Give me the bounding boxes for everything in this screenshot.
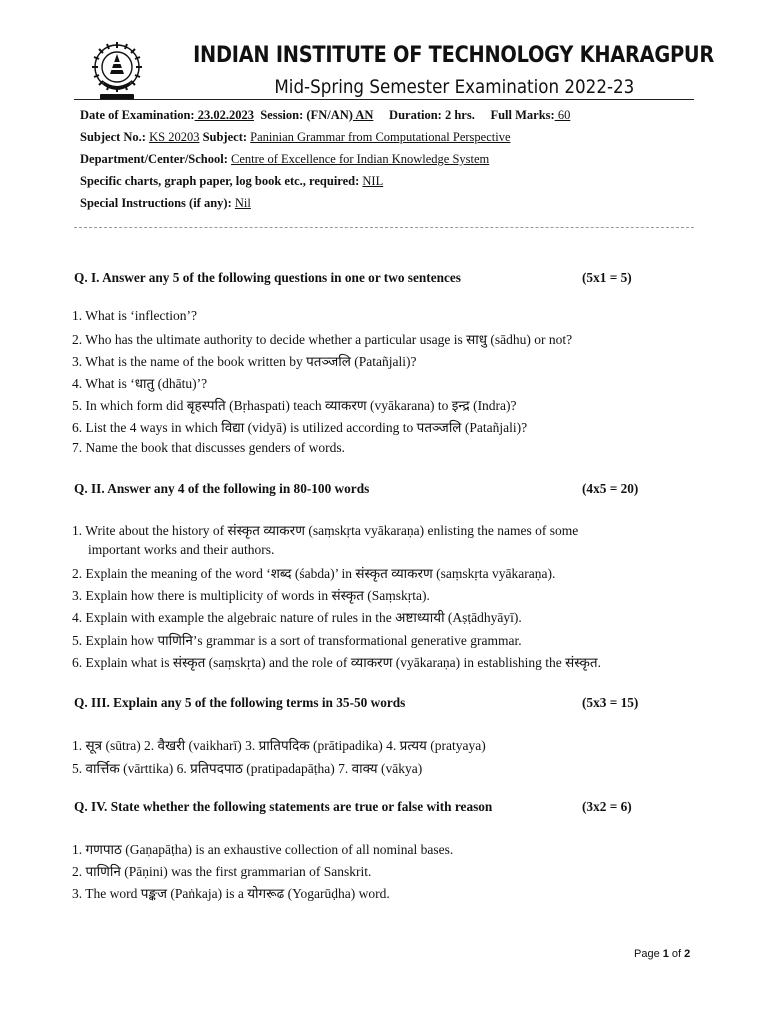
dept-value: Centre of Excellence for Indian Knowledge System — [231, 152, 490, 166]
q2-item-continuation: important works and their authors. — [88, 542, 275, 557]
charts-row — [80, 174, 383, 189]
q2-item: 2. Explain the meaning of the word ‘शब्द (śabda)’ in संस्कृत व्याकरण (saṃskṛta vyākaraṇa). — [72, 566, 556, 581]
exam-details — [74, 99, 694, 216]
page-of: of — [668, 948, 685, 960]
subject-row — [80, 130, 511, 145]
q4-item: 2. पाणिनि (Pāṇini) was the first grammarian of Sanskrit. — [72, 864, 372, 879]
q3-item: 5. वार्त्तिक (vārttika) 6. प्रतिपदपाठ (pratipadapāṭha) 7. वाक्य (vākya) — [72, 761, 423, 776]
q4-heading: Q. IV. State whether the following statements are true or false with reason — [74, 799, 493, 814]
session-label: Session: (FN/AN) — [260, 108, 353, 122]
marks-value: 60 — [554, 108, 571, 122]
separator — [74, 227, 694, 228]
q4-item: 1. गणपाठ (Gaṇapāṭha) is an exhaustive collection of all nominal bases. — [72, 842, 454, 857]
page-number — [634, 948, 690, 960]
q3-heading: Q. III. Explain any 5 of the following terms in 35-50 words — [74, 695, 406, 710]
q2-item: 5. Explain how पाणिनि’s grammar is a sort of transformational generative grammar. — [72, 633, 522, 648]
exam-title: Mid-Spring Semester Examination 2022-23 — [274, 76, 635, 98]
date-label: Date of Examination: — [80, 108, 195, 122]
page-current: 1 — [662, 948, 669, 960]
q2-marks: (4x5 = 20) — [582, 481, 639, 496]
page-total: 2 — [684, 948, 691, 960]
charts-label: Specific charts, graph paper, log book etc., required: — [80, 174, 360, 188]
instructions-row — [80, 196, 251, 211]
marks-label: Full Marks: — [490, 108, 555, 122]
subno-value: KS 20203 — [149, 130, 200, 144]
q1-heading: Q. I. Answer any 5 of the following questions in one or two sentences — [74, 270, 461, 285]
institute-title: INDIAN INSTITUTE OF TECHNOLOGY KHARAGPUR — [193, 42, 714, 68]
q2-item: 3. Explain how there is multiplicity of words in संस्कृत (Saṃskṛta). — [72, 588, 430, 603]
q2-item: 4. Explain with example the algebraic nature of rules in the अष्टाध्यायी (Aṣṭādhyāyī). — [72, 610, 522, 625]
q1-item: 7. Name the book that discusses genders of words. — [72, 440, 345, 455]
date-value: 23.02.2023 — [194, 108, 254, 122]
q3-marks: (5x3 = 15) — [582, 695, 639, 710]
charts-value: NIL — [362, 174, 384, 188]
date-row — [80, 108, 570, 123]
q1-item: 3. What is the name of the book written by पतञ्जलि (Patañjali)? — [72, 354, 417, 369]
q3-item: 1. सूत्र (sūtra) 2. वैखरी (vaikharī) 3. प्रातिपदिक (prātipadika) 4. प्रत्यय (pratyaya) — [72, 738, 486, 753]
q1-item: 1. What is ‘inflection’? — [72, 308, 197, 323]
q2-item: 1. Write about the history of संस्कृत व्याकरण (saṃskṛta vyākaraṇa) enlisting the names of some — [72, 523, 579, 538]
duration: Duration: 2 hrs. — [389, 108, 475, 122]
q1-item: 6. List the 4 ways in which विद्या (vidyā) is utilized according to पतञ्जलि (Patañjali)? — [72, 420, 528, 435]
dept-row — [80, 152, 489, 167]
q2-heading: Q. II. Answer any 4 of the following in 80-100 words — [74, 481, 370, 496]
q1-item: 4. What is ‘धातु (dhātu)’? — [72, 376, 208, 391]
session-value: AN — [352, 108, 374, 122]
instr-value: Nil — [234, 196, 251, 210]
subject-value: Paninian Grammar from Computational Perspective — [250, 130, 511, 144]
q1-item: 2. Who has the ultimate authority to decide whether a particular usage is साधु (sādhu) or not? — [72, 332, 573, 347]
page-prefix: Page — [634, 948, 663, 960]
q4-item: 3. The word पङ्कज (Paṅkaja) is a योगरूढ (Yogarūḍha) word. — [72, 886, 390, 901]
instr-label: Special Instructions (if any): — [80, 196, 232, 210]
q2-item: 6. Explain what is संस्कृत (saṃskṛta) and the role of व्याकरण (vyākaraṇa) in establishing the संस्कृत. — [72, 655, 601, 670]
q1-item: 5. In which form did बृहस्पति (Bṛhaspati) teach व्याकरण (vyākarana) to इन्द्र (Indra)? — [72, 398, 517, 413]
subno-label: Subject No.: — [80, 130, 146, 144]
q1-marks: (5x1 = 5) — [582, 270, 632, 285]
subject-label: Subject: — [202, 130, 248, 144]
dept-label: Department/Center/School: — [80, 152, 228, 166]
q4-marks: (3x2 = 6) — [582, 799, 632, 814]
